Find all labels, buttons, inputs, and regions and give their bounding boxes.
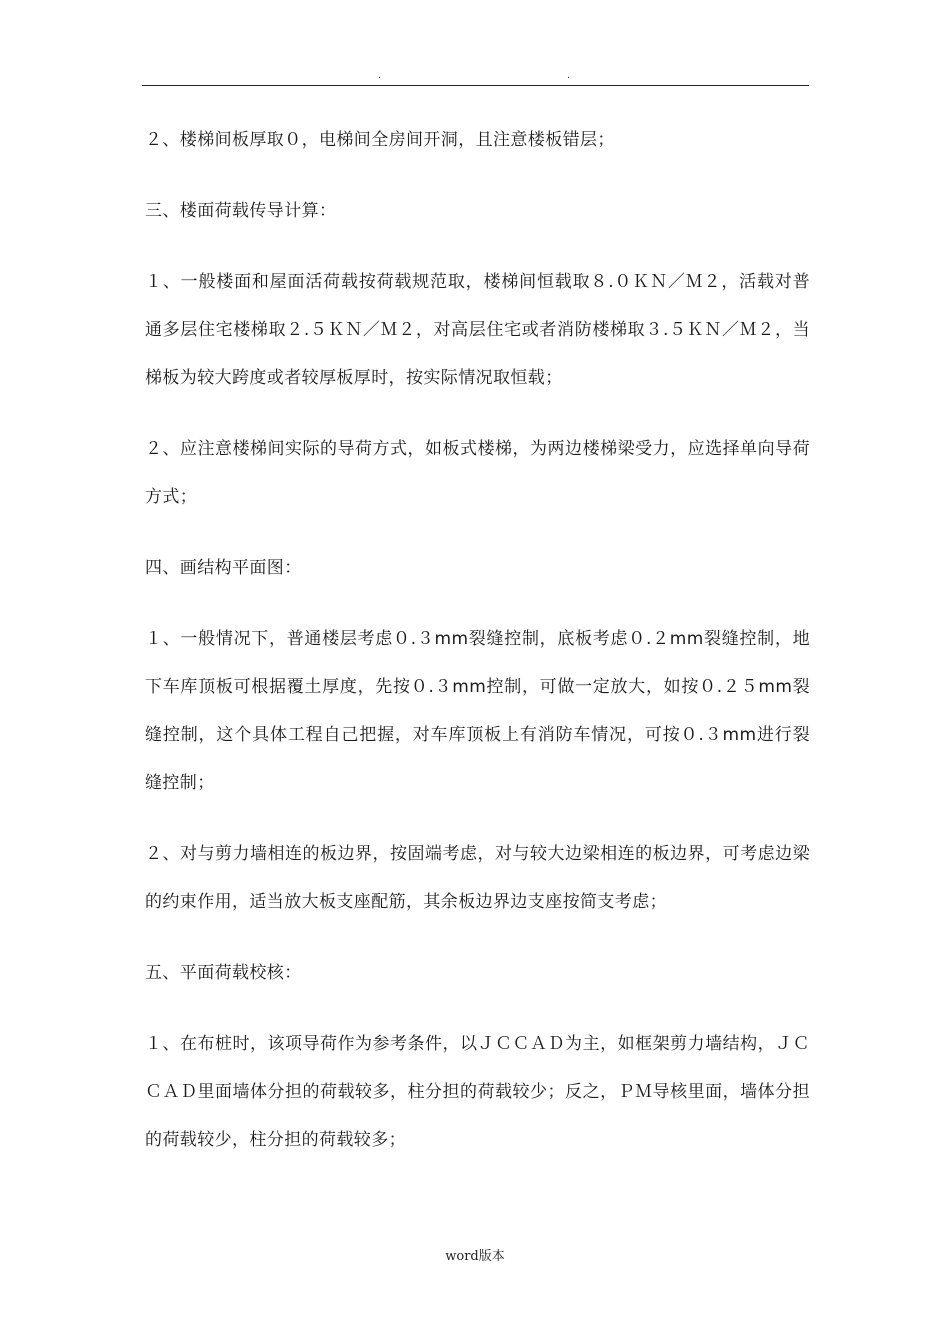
section-heading-floor-load-transfer: 三、楼面荷载传导计算： <box>145 201 337 221</box>
document-body <box>145 116 810 1164</box>
paragraph-slab-boundary: ２、对与剪力墙相连的板边界，按固端考虑，对与较大边梁相连的板边界，可考虑边梁的约束作用，适当放大板支座配筋，其余板边界边支座按简支考虑； <box>145 844 810 912</box>
section-heading-structural-plan: 四、画结构平面图： <box>145 558 302 578</box>
paragraph-stair-slab-thickness: ２、楼梯间板厚取０，电梯间全房间开洞，且注意楼板错层； <box>145 130 615 150</box>
header-rule <box>142 85 809 86</box>
page-footer: word版本 <box>445 1249 505 1264</box>
section-heading-plane-load-check: 五、平面荷载校核： <box>145 963 302 983</box>
header-dot-left: . <box>378 70 382 81</box>
paragraph-pile-layout: １、在布桩时，该项导荷作为参考条件，以ＪＣＣＡＤ为主，如框架剪力墙结构，ＪＣＣＡＤ里面墙体分担的荷载较多，柱分担的荷载较少；反之，ＰＭ导核里面，墙体分担的荷载较少，柱分担的荷载较多； <box>145 1034 810 1150</box>
paragraph-live-load: １、一般楼面和屋面活荷载按荷载规范取，楼梯间恒载取８.０ＫＮ／Ｍ２，活载对普通多层住宅楼梯取２.５ＫＮ／Ｍ２，对高层住宅或者消防楼梯取３.５ＫＮ／Ｍ２，当梯板为较大跨度或者较厚板厚时，按实际情况取恒载； <box>145 272 810 388</box>
header-dot-right: . <box>567 70 571 81</box>
paragraph-load-transfer-method: ２、应注意楼梯间实际的导荷方式，如板式楼梯，为两边楼梯梁受力，应选择单向导荷方式； <box>145 439 810 507</box>
paragraph-crack-control: １、一般情况下，普通楼层考虑０.３mm裂缝控制，底板考虑０.２mm裂缝控制，地下车库顶板可根据覆土厚度，先按０.３mm控制，可做一定放大，如按０.２５mm裂缝控制，这个具体工程自己把握，对车库顶板上有消防车情况，可按０.３mm进行裂缝控制； <box>145 629 810 793</box>
